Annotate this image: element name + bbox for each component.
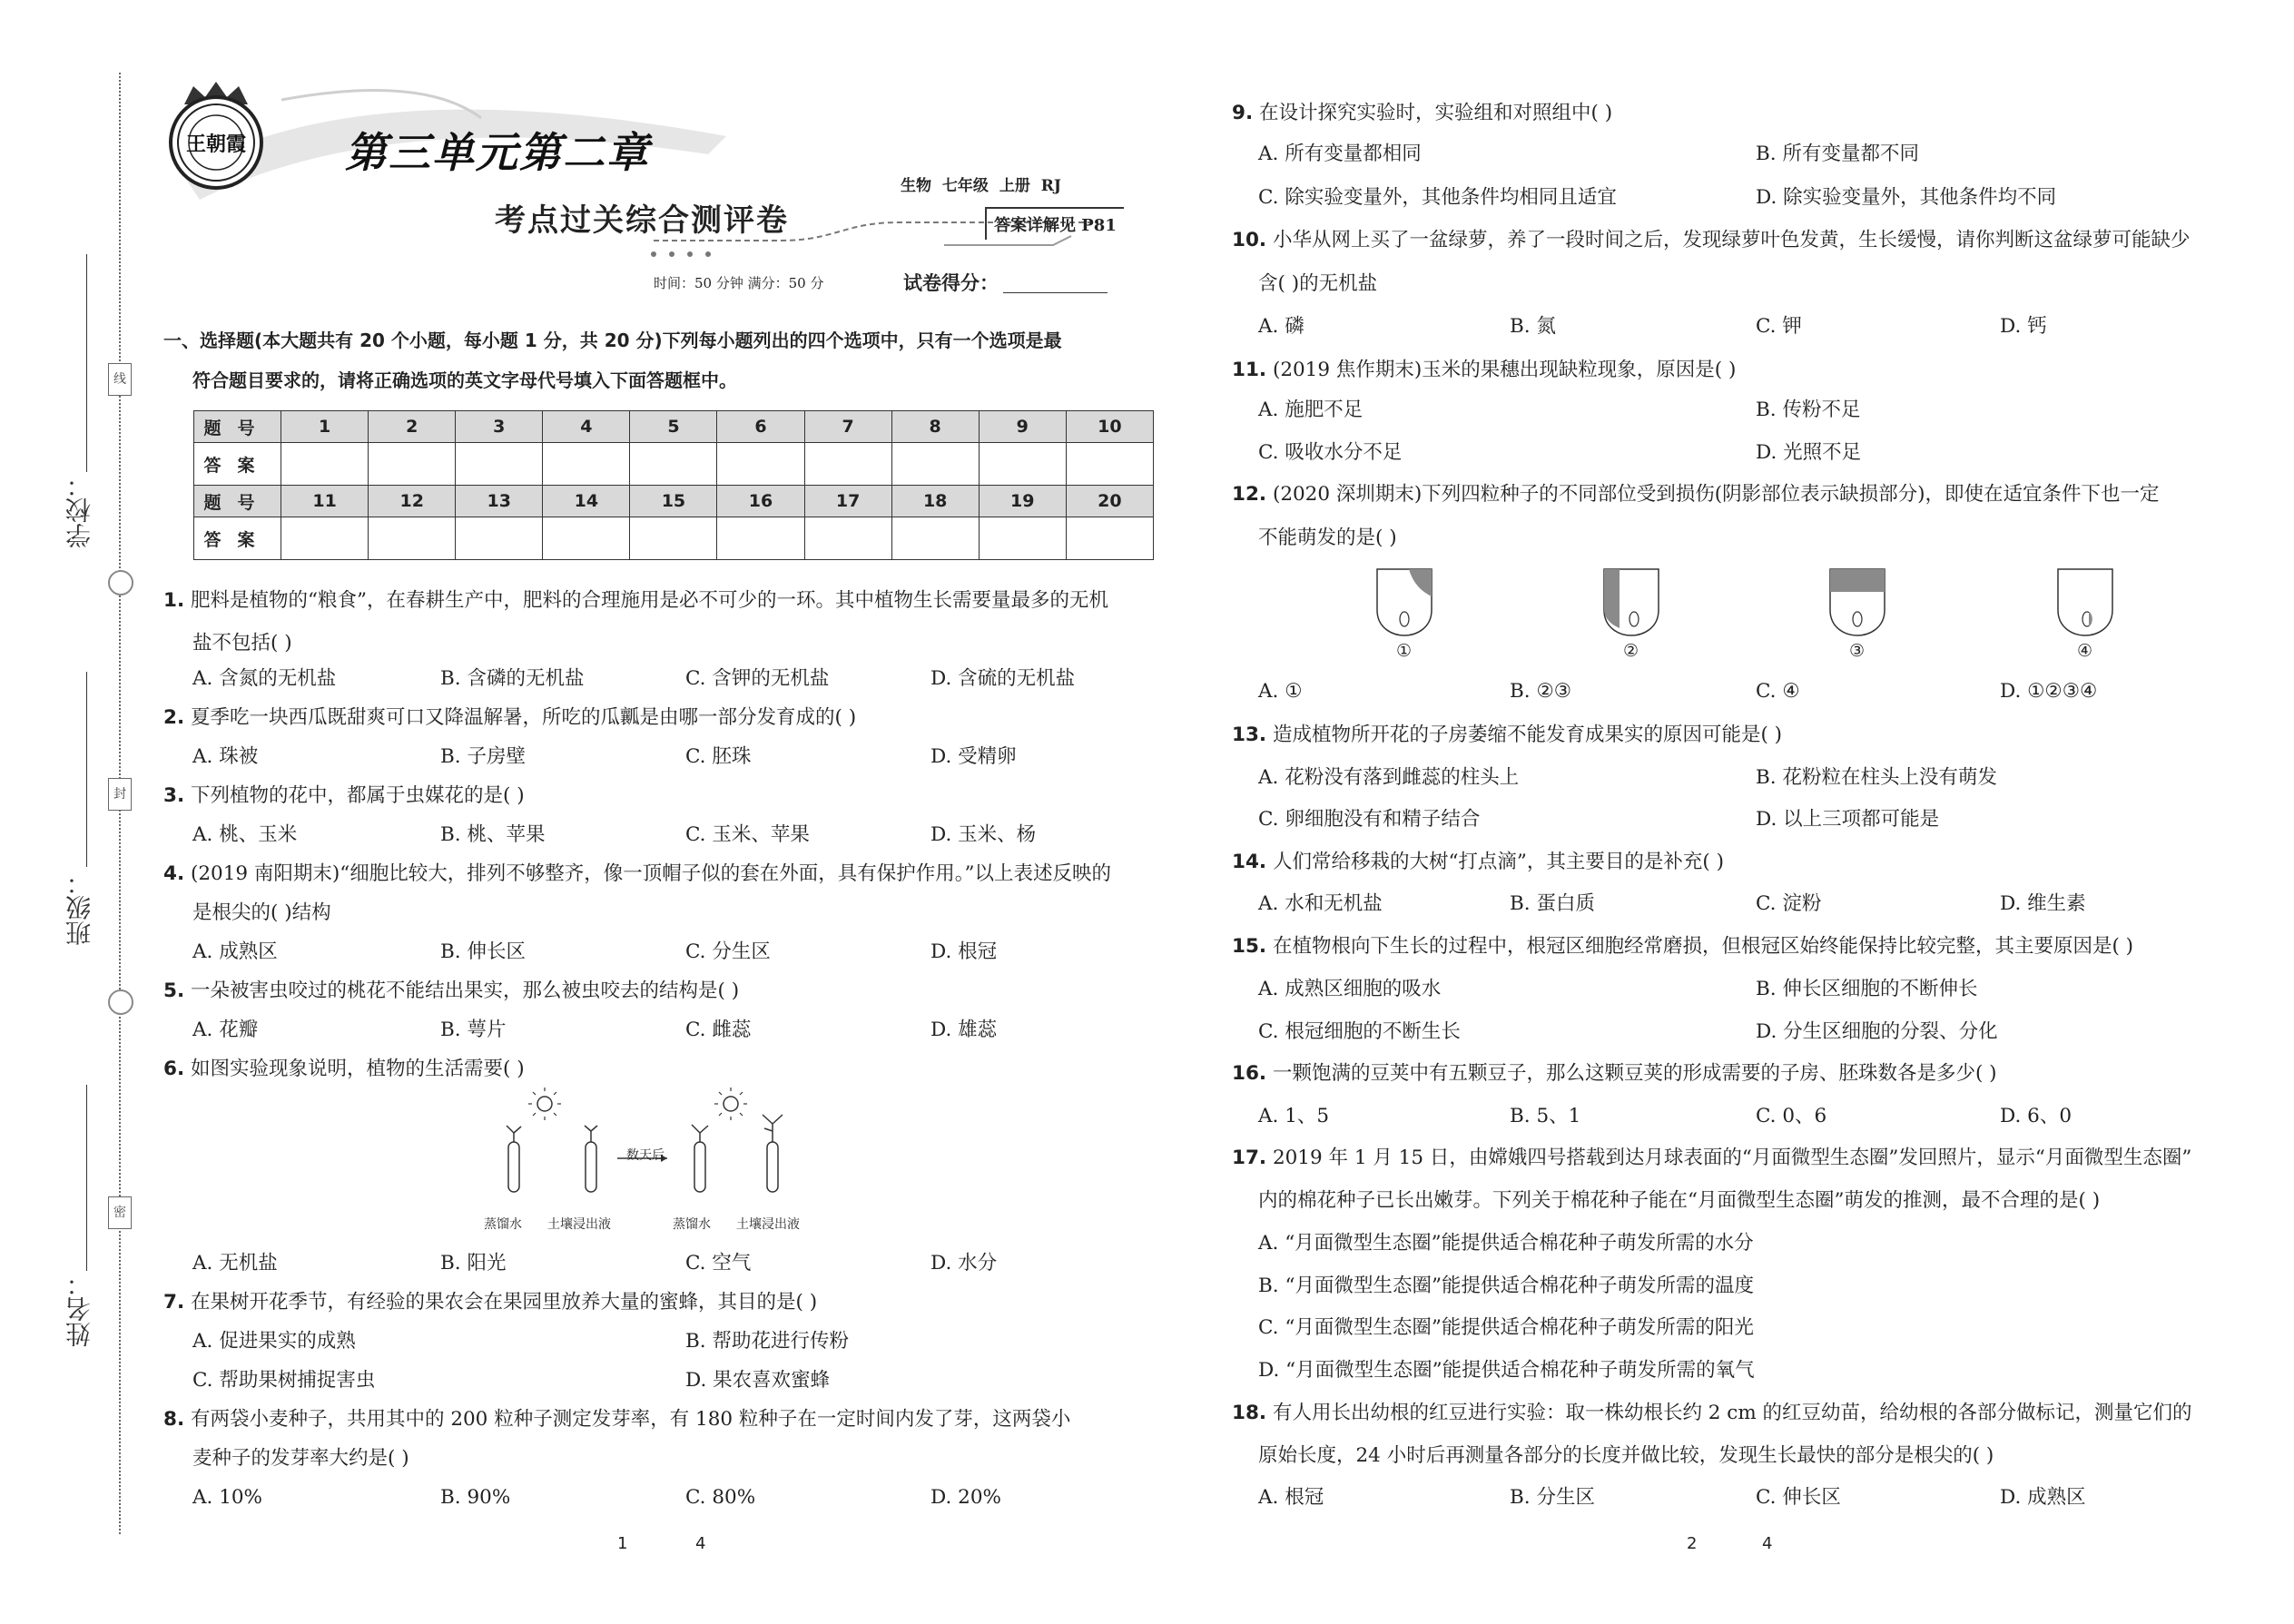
- q-text: 在设计探究实验时，实验组和对照组中( ): [1258, 102, 1613, 124]
- option[interactable]: B. 蛋白质: [1510, 892, 1595, 915]
- q-number: 12: [369, 486, 456, 517]
- page-number: 1: [617, 1534, 628, 1553]
- answer-cell[interactable]: [717, 443, 804, 486]
- answer-cell[interactable]: [369, 517, 456, 560]
- option[interactable]: D. 分生区细胞的分裂、分化: [1756, 1020, 1998, 1043]
- sun-icon: [528, 1088, 561, 1120]
- option[interactable]: C. 淀粉: [1756, 892, 1822, 915]
- name-label: 姓名：: [64, 1271, 94, 1347]
- question-3: [163, 782, 525, 810]
- option[interactable]: D. 水分: [930, 1252, 998, 1275]
- option[interactable]: C. 根冠细胞的不断生长: [1258, 1020, 1461, 1043]
- option[interactable]: A. 花粉没有落到雌蕊的柱头上: [1258, 766, 1520, 789]
- q-number: 2: [369, 411, 456, 443]
- option[interactable]: A. 桃、玉米: [192, 823, 298, 846]
- option[interactable]: C. 除实验变量外，其他条件均相同且适宜: [1258, 186, 1617, 209]
- question-2: [163, 704, 856, 732]
- name-field[interactable]: [86, 1085, 87, 1271]
- answer-cell[interactable]: [281, 517, 369, 560]
- q-number: 6: [717, 411, 804, 443]
- arrow-caption: 数天后: [626, 1148, 665, 1163]
- option[interactable]: B. 分生区: [1510, 1486, 1595, 1509]
- q-num: 2.: [163, 706, 185, 729]
- q-number: 7: [804, 411, 891, 443]
- option[interactable]: C. 伸长区: [1756, 1486, 1841, 1509]
- a-header: 答案: [194, 517, 281, 560]
- question-9: [1232, 100, 1612, 127]
- question-16: [1232, 1060, 1997, 1088]
- q-text: 有两袋小麦种子，共用其中的 200 粒种子测定发芽率，有 180 粒种子在一定时间内发了芽，这两袋小: [190, 1408, 1071, 1431]
- answer-cell[interactable]: [804, 443, 891, 486]
- q-num: 3.: [163, 784, 185, 807]
- q-number: 19: [979, 486, 1066, 517]
- option[interactable]: A. 成熟区: [192, 940, 278, 963]
- q-header: 题号: [194, 486, 281, 517]
- q-number: 15: [630, 486, 717, 517]
- cog-icon: [108, 989, 133, 1015]
- option[interactable]: C. ④: [1756, 680, 1800, 703]
- option[interactable]: D. 钙: [2000, 315, 2047, 338]
- option[interactable]: C. 空气: [685, 1252, 752, 1275]
- q-text: 如图实验现象说明，植物的生活需要( ): [190, 1058, 525, 1080]
- q-header: 题号: [194, 411, 281, 443]
- question-17-cont: 内的棉花种子已长出嫩芽。下列关于棉花种子能在“月面微型生态圈”萌发的推测，最不合理的是( ): [1258, 1189, 2101, 1212]
- option[interactable]: B. 90%: [440, 1486, 511, 1509]
- seed-label-1: ①: [1396, 641, 1413, 661]
- option[interactable]: B. 5、1: [1510, 1105, 1581, 1127]
- school-label: 学校：: [64, 472, 94, 548]
- option[interactable]: B. 所有变量都不同: [1756, 143, 1919, 165]
- option[interactable]: A. 无机盐: [192, 1252, 278, 1275]
- answer-reference: 答案详解见 P81: [985, 207, 1124, 240]
- answer-cell[interactable]: [891, 517, 979, 560]
- score-field[interactable]: [1003, 292, 1108, 293]
- option[interactable]: A. 磷: [1258, 315, 1305, 338]
- option[interactable]: B. 伸长区: [440, 940, 526, 963]
- q-num: 1.: [163, 589, 185, 612]
- q-text: 肥料是植物的“粮食”，在春耕生产中，肥料的合理施用是必不可少的一环。其中植物生长需要量最多的无机: [190, 589, 1108, 612]
- question-18: [1232, 1400, 2192, 1427]
- svg-text:王朝霞: 王朝霞: [185, 133, 247, 156]
- q-text: 小华从网上买了一盆绿萝，养了一段时间之后，发现绿萝叶色发黄，生长缓慢，请你判断这盆绿萝可能缺少: [1272, 229, 2191, 251]
- page-total: 4: [1762, 1534, 1773, 1553]
- label-soil: 土壤浸出液: [547, 1217, 611, 1232]
- q-num: 7.: [163, 1291, 185, 1314]
- option[interactable]: A. 1、5: [1258, 1105, 1330, 1127]
- question-18-cont: 原始长度，24 小时后再测量各部分的长度并做比较，发现生长最快的部分是根尖的( ): [1258, 1444, 1994, 1467]
- q-num: 10.: [1232, 229, 1267, 251]
- option[interactable]: D. 除实验变量外，其他条件均不同: [1756, 186, 2057, 209]
- q-num: 5.: [163, 979, 185, 1002]
- answer-cell[interactable]: [979, 517, 1066, 560]
- seed-label-2: ②: [1623, 641, 1639, 661]
- option[interactable]: C. 0、6: [1756, 1105, 1827, 1127]
- option[interactable]: C. 分生区: [685, 940, 771, 963]
- option[interactable]: A. 促进果实的成熟: [192, 1330, 356, 1353]
- option[interactable]: A. 含氮的无机盐: [192, 667, 337, 690]
- page-subtitle: 考点过关综合测评卷: [495, 202, 789, 239]
- grade-meta: 生物 七年级 上册 RJ: [901, 177, 1061, 195]
- option[interactable]: C. “月面微型生态圈”能提供适合棉花种子萌发所需的阳光: [1258, 1316, 1754, 1339]
- option[interactable]: D. 以上三项都可能是: [1756, 808, 1940, 831]
- question-1-cont: 盐不包括( ): [192, 632, 292, 655]
- q-number: 16: [717, 486, 804, 517]
- option[interactable]: A. “月面微型生态圈”能提供适合棉花种子萌发所需的水分: [1258, 1232, 1754, 1255]
- question-13: [1232, 722, 1782, 749]
- q-num: 15.: [1232, 935, 1267, 958]
- option[interactable]: B. 子房壁: [440, 745, 526, 768]
- q-number: 20: [1066, 486, 1153, 517]
- option[interactable]: B. 传粉不足: [1756, 399, 1861, 421]
- answer-cell[interactable]: [281, 443, 369, 486]
- option[interactable]: B. ②③: [1510, 680, 1572, 703]
- option[interactable]: C. 帮助果树捕捉害虫: [192, 1369, 376, 1392]
- q-num: 11.: [1232, 359, 1267, 381]
- option[interactable]: C. 吸收水分不足: [1258, 441, 1403, 464]
- q-text: 2019 年 1 月 15 日，由嫦娥四号搭载到达月球表面的“月面微型生态圈”发回照片，显示“月面微型生态圈”: [1272, 1147, 2192, 1169]
- section1-line1: 一、选择题(本大题共有 20 个小题，每小题 1 分，共 20 分)下列每小题列出的四个选项中，只有一个选项是最: [163, 330, 1062, 351]
- option[interactable]: B. 阳光: [440, 1252, 507, 1275]
- option[interactable]: A. 水和无机盐: [1258, 892, 1383, 915]
- q-num: 17.: [1232, 1147, 1267, 1169]
- question-12: [1232, 481, 2160, 508]
- answer-cell[interactable]: [456, 517, 543, 560]
- option[interactable]: B. 氮: [1510, 315, 1556, 338]
- option[interactable]: D. 根冠: [930, 940, 998, 963]
- option[interactable]: C. 80%: [685, 1486, 756, 1509]
- q-num: 13.: [1232, 723, 1267, 746]
- q-text: (2019 南阳期末)“细胞比较大，排列不够整齐，像一顶帽子似的套在外面，具有保护作用。”以上表述反映的: [190, 862, 1112, 885]
- seed-label-3: ③: [1849, 641, 1866, 661]
- answer-cell[interactable]: [543, 443, 630, 486]
- option[interactable]: B. 伸长区细胞的不断伸长: [1756, 978, 1978, 1000]
- option[interactable]: C. 胚珠: [685, 745, 752, 768]
- q-text: (2020 深圳期末)下列四粒种子的不同部位受到损伤(阴影部位表示缺损部分)，即使在适宜条件下也一定: [1272, 483, 2160, 506]
- answer-cell[interactable]: [456, 443, 543, 486]
- answer-cell[interactable]: [630, 517, 717, 560]
- option[interactable]: A. 珠被: [192, 745, 259, 768]
- seed-figure-2: [1600, 565, 1663, 637]
- q-num: 6.: [163, 1058, 185, 1080]
- section1-line2: 符合题目要求的，请将正确选项的英文字母代号填入下面答题框中。: [192, 369, 737, 391]
- option[interactable]: A. 成熟区细胞的吸水: [1258, 978, 1442, 1000]
- q-number: 17: [804, 486, 891, 517]
- option[interactable]: D. 维生素: [2000, 892, 2086, 915]
- question-15: [1232, 933, 2133, 960]
- label-water: 蒸馏水: [484, 1217, 522, 1232]
- seal-mark-2: 封: [108, 778, 132, 811]
- question-10-cont: 含( )的无机盐: [1258, 272, 1378, 295]
- q-text: 下列植物的花中，都属于虫媒花的是( ): [190, 784, 525, 807]
- q-num: 14.: [1232, 851, 1267, 873]
- q-text: 一朵被害虫咬过的桃花不能结出果实，那么被虫咬去的结构是( ): [190, 979, 740, 1002]
- answer-table: [193, 410, 1154, 560]
- question-8: [163, 1406, 1070, 1433]
- publisher-logo: [162, 77, 271, 191]
- table-row: [194, 443, 1154, 486]
- question-11: [1232, 357, 1736, 384]
- question-6: [163, 1056, 525, 1083]
- answer-cell[interactable]: [804, 517, 891, 560]
- option[interactable]: A. 所有变量都相同: [1258, 143, 1422, 165]
- q-number: 9: [979, 411, 1066, 443]
- option[interactable]: C. 玉米、苹果: [685, 823, 810, 846]
- page-number: 2: [1687, 1534, 1698, 1553]
- binding-margin: [0, 0, 163, 1624]
- option[interactable]: B. 帮助花进行传粉: [685, 1330, 849, 1353]
- header: [145, 64, 1180, 300]
- option[interactable]: C. 卵细胞没有和精子结合: [1258, 808, 1481, 831]
- school-field[interactable]: [86, 254, 87, 472]
- option[interactable]: A. 花瓣: [192, 1019, 259, 1041]
- q-number: 10: [1066, 411, 1153, 443]
- answer-cell[interactable]: [979, 443, 1066, 486]
- q-text: 造成植物所开花的子房萎缩不能发育成果实的原因可能是( ): [1272, 723, 1783, 746]
- question-12-cont: 不能萌发的是( ): [1258, 527, 1397, 549]
- q-num: 18.: [1232, 1402, 1267, 1424]
- q-text: 夏季吃一块西瓜既甜爽可口又降温解暑，所吃的瓜瓤是由哪一部分发育成的( ): [190, 706, 857, 729]
- label-soil: 土壤浸出液: [736, 1217, 800, 1232]
- q-number: 5: [630, 411, 717, 443]
- q-text: (2019 焦作期末)玉米的果穗出现缺粒现象，原因是( ): [1272, 359, 1737, 381]
- a-header: 答案: [194, 443, 281, 486]
- option[interactable]: D. ①②③④: [2000, 680, 2098, 703]
- question-4-cont: 是根尖的( )结构: [192, 901, 331, 924]
- class-label: 班级：: [64, 870, 94, 946]
- seed-label-4: ④: [2077, 641, 2093, 661]
- option[interactable]: C. 钾: [1756, 315, 1802, 338]
- option[interactable]: B. “月面微型生态圈”能提供适合棉花种子萌发所需的温度: [1258, 1275, 1754, 1297]
- option[interactable]: D. 玉米、杨: [930, 823, 1037, 846]
- option[interactable]: D. 6、0: [2000, 1105, 2072, 1127]
- q-text: 一颗饱满的豆荚中有五颗豆子，那么这颗豆荚的形成需要的子房、胚珠数各是多少( ): [1272, 1062, 1997, 1085]
- answer-cell[interactable]: [630, 443, 717, 486]
- q-number: 18: [891, 486, 979, 517]
- question-17: [1232, 1145, 2191, 1172]
- option[interactable]: D. 20%: [930, 1486, 1001, 1509]
- table-row: [194, 486, 1154, 517]
- plant-experiment-figure: [481, 1088, 790, 1196]
- option[interactable]: B. 花粉粒在柱头上没有萌发: [1756, 766, 1997, 789]
- option[interactable]: A. 10%: [192, 1486, 262, 1509]
- option[interactable]: A. ①: [1258, 680, 1303, 703]
- q-number: 4: [543, 411, 630, 443]
- q-number: 13: [456, 486, 543, 517]
- q-number: 3: [456, 411, 543, 443]
- answer-cell[interactable]: [1066, 443, 1153, 486]
- option[interactable]: B. 桃、苹果: [440, 823, 546, 846]
- option[interactable]: D. “月面微型生态圈”能提供适合棉花种子萌发所需的氧气: [1258, 1359, 1755, 1382]
- option[interactable]: A. 根冠: [1258, 1486, 1324, 1509]
- answer-cell[interactable]: [717, 517, 804, 560]
- q-text: 在果树开花季节，有经验的果农会在果园里放养大量的蜜蜂，其目的是( ): [190, 1291, 818, 1314]
- question-5: [163, 978, 739, 1005]
- seal-mark-3: 密: [108, 1196, 132, 1229]
- table-row: [194, 517, 1154, 560]
- page-title: 第三单元第二章: [345, 128, 650, 177]
- question-4: [163, 861, 1111, 888]
- option[interactable]: C. 含钾的无机盐: [685, 667, 830, 690]
- answer-cell[interactable]: [543, 517, 630, 560]
- page-total: 4: [695, 1534, 706, 1553]
- cog-icon: [108, 570, 133, 595]
- seed-figure-1: [1373, 565, 1436, 637]
- q-num: 8.: [163, 1408, 185, 1431]
- q-num: 9.: [1232, 102, 1254, 124]
- question-1: [163, 587, 1108, 615]
- answer-cell[interactable]: [891, 443, 979, 486]
- label-water: 蒸馏水: [673, 1217, 711, 1232]
- question-14: [1232, 849, 1724, 876]
- q-text: 人们常给移栽的大树“打点滴”，其主要目的是补充( ): [1272, 851, 1725, 873]
- score-label: 试卷得分：: [903, 271, 999, 294]
- question-10: [1232, 227, 2190, 254]
- sun-icon: [714, 1088, 747, 1120]
- seed-figure-3: [1826, 565, 1889, 637]
- q-number: 1: [281, 411, 369, 443]
- option[interactable]: D. 雄蕊: [930, 1019, 998, 1041]
- q-number: 8: [891, 411, 979, 443]
- table-row: [194, 411, 1154, 443]
- q-num: 16.: [1232, 1062, 1267, 1085]
- answer-cell[interactable]: [1066, 517, 1153, 560]
- q-number: 14: [543, 486, 630, 517]
- option[interactable]: B. 含磷的无机盐: [440, 667, 585, 690]
- q-text: 有人用长出幼根的红豆进行实验：取一株幼根长约 2 cm 的红豆幼苗，给幼根的各部分做标记，测量它们的: [1272, 1402, 2192, 1424]
- seal-mark-1: 线: [108, 363, 132, 396]
- q-num: 4.: [163, 862, 185, 885]
- option[interactable]: D. 光照不足: [1756, 441, 1862, 464]
- option[interactable]: A. 施肥不足: [1258, 399, 1364, 421]
- question-8-cont: 麦种子的发芽率大约是( ): [192, 1447, 409, 1470]
- question-7: [163, 1289, 817, 1316]
- option[interactable]: C. 雌蕊: [685, 1019, 752, 1041]
- q-number: 11: [281, 486, 369, 517]
- option[interactable]: B. 萼片: [440, 1019, 507, 1041]
- option[interactable]: D. 成熟区: [2000, 1486, 2086, 1509]
- option[interactable]: D. 受精卵: [930, 745, 1017, 768]
- option[interactable]: D. 含硫的无机盐: [930, 667, 1076, 690]
- q-num: 12.: [1232, 483, 1267, 506]
- time-score: 时间：50 分钟 满分：50 分: [654, 275, 824, 291]
- seed-figure-4: [2053, 565, 2117, 637]
- class-field[interactable]: [86, 672, 87, 867]
- q-text: 在植物根向下生长的过程中，根冠区细胞经常磨损，但根冠区始终能保持比较完整，其主要原因是( ): [1272, 935, 2134, 958]
- option[interactable]: D. 果农喜欢蜜蜂: [685, 1369, 831, 1392]
- answer-cell[interactable]: [369, 443, 456, 486]
